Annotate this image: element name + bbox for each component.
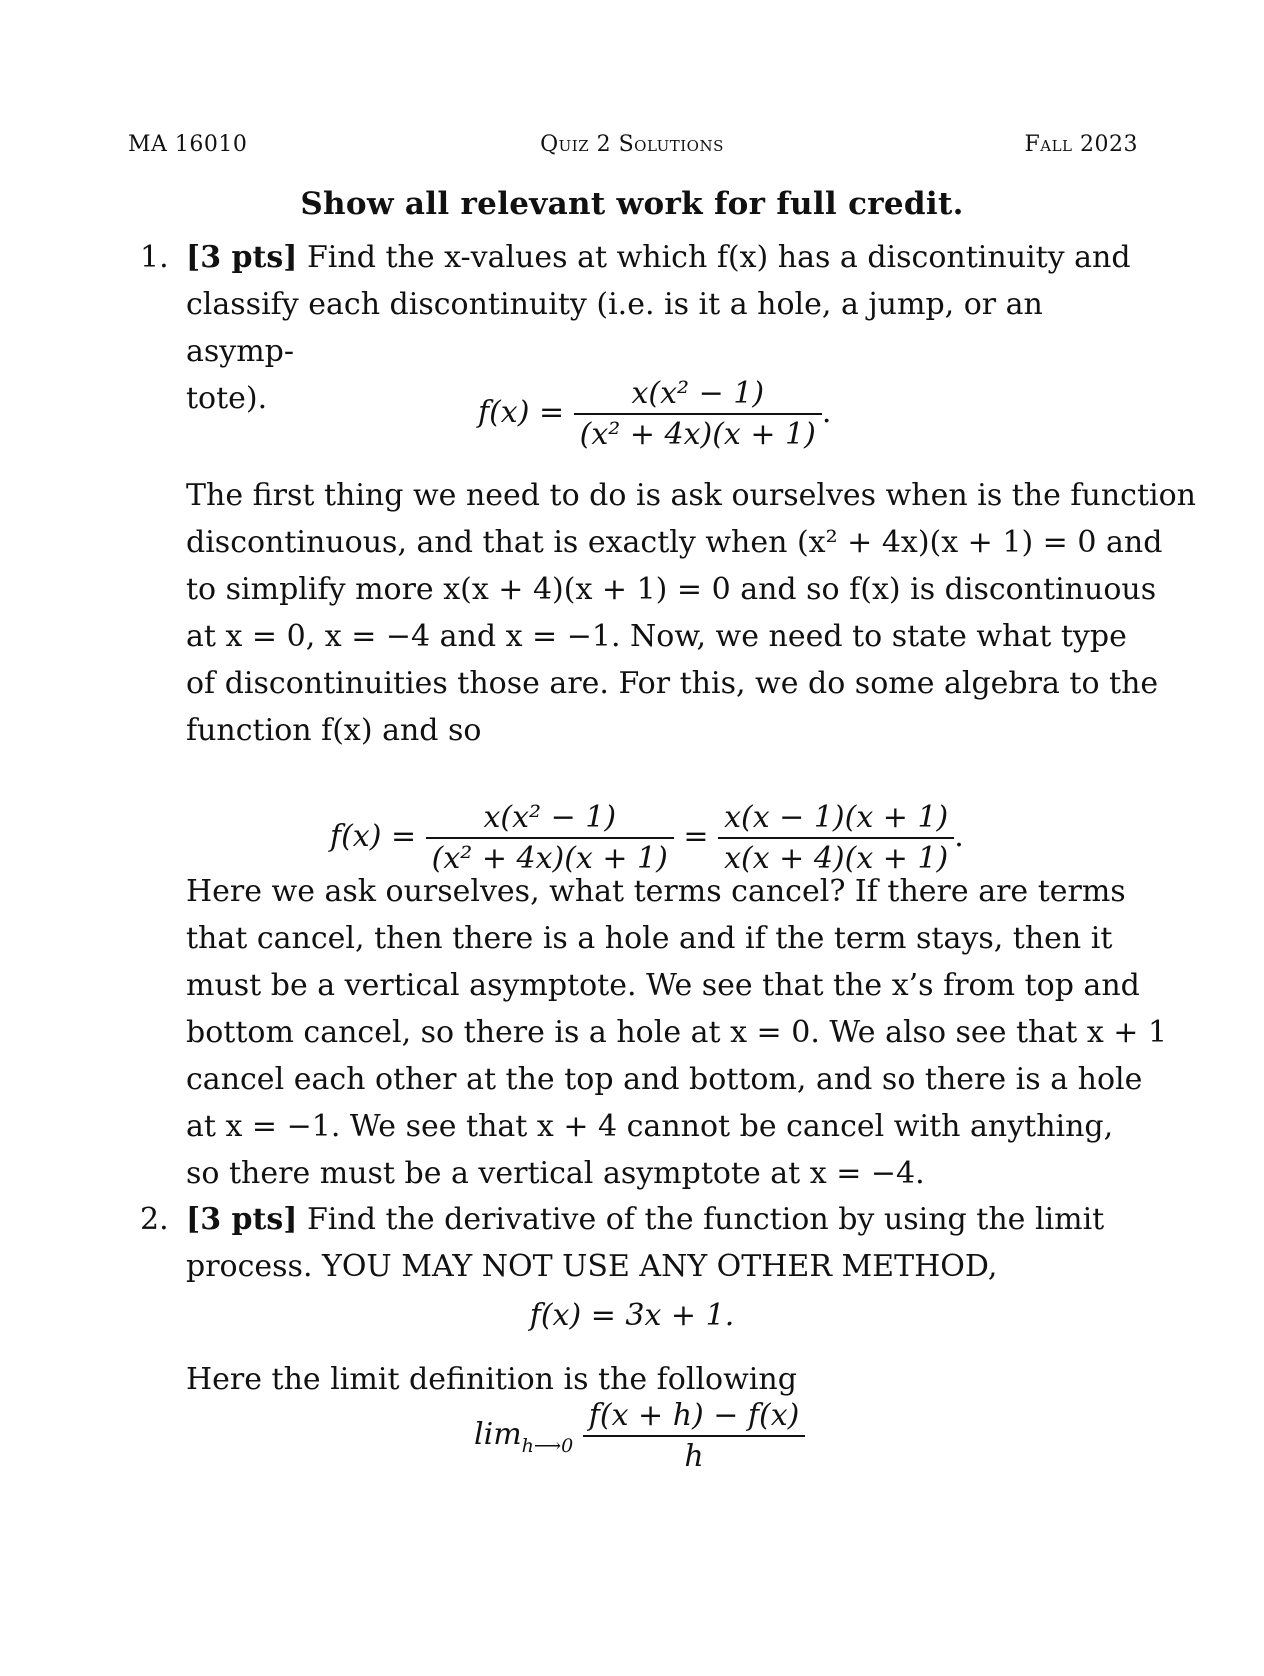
q1-eq1-lhs: f(x) = (478, 395, 565, 430)
q2-solution-line: Here the limit definition is the following (186, 1362, 797, 1397)
q1-solution-1-line-3: to simplify more x(x + 4)(x + 1) = 0 and so f(x) is discontinuous (186, 572, 1157, 607)
q2-prompt (186, 1196, 1140, 1290)
q1-eq2-equals: = (683, 819, 709, 854)
q1-eq2-denominator-2: x(x + 4)(x + 1) (724, 841, 949, 876)
q2-prompt-line-2: process. YOU MAY NOT USE ANY OTHER METHOD, (186, 1249, 998, 1284)
q1-solution-1-line-2: discontinuous, and that is exactly when (x² + 4x)(x + 1) = 0 and (186, 525, 1163, 560)
q1-prompt-line-3: tote). (186, 381, 268, 416)
q2-limit-subscript: h⟶0 (521, 1435, 574, 1457)
instruction-heading: Show all relevant work for full credit. (300, 186, 964, 222)
q1-prompt-line-1: Find the x-values at which f(x) has a discontinuity and (306, 240, 1131, 275)
q1-solution-2-line-7: so there must be a vertical asymptote at x = −4. (186, 1156, 925, 1191)
q1-eq2-denominator-1: (x² + 4x)(x + 1) (431, 841, 668, 876)
q1-eq1-numerator: x(x² − 1) (574, 376, 822, 415)
q1-solution-2-line-3: must be a vertical asymptote. We see that the x’s from top and (186, 968, 1140, 1003)
q1-solution-1-line-4: at x = 0, x = −4 and x = −1. Now, we need to state what type (186, 619, 1127, 654)
q1-eq1-denominator: (x² + 4x)(x + 1) (579, 417, 816, 452)
q1-solution-2-line-4: bottom cancel, so there is a hole at x = 0. We also see that x + 1 (186, 1015, 1168, 1050)
q2-limit-denominator: h (684, 1439, 704, 1474)
q1-solution-part-2 (186, 868, 1168, 1197)
q2-limit-label: lim (474, 1417, 522, 1452)
q1-points: [3 pts] (186, 240, 298, 275)
q1-solution-1-line-1: The first thing we need to do is ask ourselves when is the function (186, 478, 1196, 513)
q1-solution-2-line-5: cancel each other at the top and bottom, and so there is a hole (186, 1062, 1143, 1097)
q1-eq2-numerator-1: x(x² − 1) (426, 800, 674, 839)
q2-limit-definition (474, 1398, 805, 1474)
q1-solution-2-line-1: Here we ask ourselves, what terms cancel? If there are terms (186, 874, 1126, 909)
q1-eq2-numerator-2: x(x − 1)(x + 1) (718, 800, 954, 839)
q2-limit-numerator: f(x + h) − f(x) (583, 1398, 806, 1437)
q1-number: 1. (140, 240, 169, 275)
q2-number: 2. (140, 1202, 169, 1237)
header-term: Fall 2023 (1024, 132, 1138, 157)
q1-prompt-line-2: classify each discontinuity (i.e. is it a hole, a jump, or an asymp- (186, 287, 1043, 369)
q2-points: [3 pts] (186, 1202, 298, 1237)
q1-solution-2-line-6: at x = −1. We see that x + 4 cannot be cancel with anything, (186, 1109, 1114, 1144)
q1-equation-2: f(x) = $\frac{\text{x(x² − 1)}}{\text{(x² + 4x)(x + 1)}}$ = $\frac{x(x - 1)(x + 1)}{x(x + 4)(x + 1)}$ . (330, 800, 964, 876)
q1-solution-1-line-5: of discontinuities those are. For this, we do some algebra to the (186, 666, 1159, 701)
q2-prompt-line-1: Find the derivative of the function by using the limit (306, 1202, 1105, 1237)
header-title: Quiz 2 Solutions (540, 132, 724, 157)
q2-function-equation: f(x) = 3x + 1. (529, 1298, 735, 1333)
header-course: MA 16010 (128, 132, 248, 157)
q1-solution-part-1 (186, 472, 1196, 754)
q1-solution-2-line-2: that cancel, then there is a hole and if the term stays, then it (186, 921, 1113, 956)
q1-eq2-lhs: f(x) = (330, 819, 417, 854)
q1-solution-1-line-6: function f(x) and so (186, 713, 482, 748)
q1-equation-1: f(x) = $\frac{\text{x(x² − 1)}}{\text{(x² + 4x)(x + 1)}}$ . (478, 376, 832, 452)
